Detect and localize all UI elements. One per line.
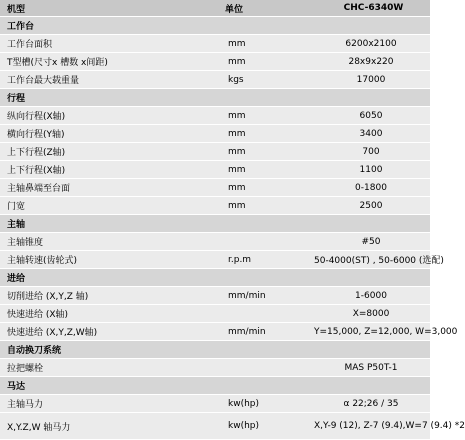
spec-label: 切削进给 (X,Y,Z 轴) [0,287,218,305]
spec-row [0,197,430,215]
spec-row [0,125,430,143]
spec-value: X,Y-9 (12), Z-7 (9.4),W=7 (9.4) *2 [312,413,430,440]
spec-value: 1-6000 [312,287,430,305]
section-header [0,89,430,107]
spec-unit [218,233,312,251]
spec-row [0,323,430,341]
spec-unit [218,305,312,323]
section-header [0,269,430,287]
spec-label: 主轴转速(齿轮式) [0,251,218,269]
spec-label: T型槽(尺寸x 槽数 x间距) [0,53,218,71]
spec-label: X,Y.Z,W 轴马力 [0,413,218,440]
spec-unit: mm/min [218,323,312,341]
spec-row [0,107,430,125]
spec-unit: mm [218,125,312,143]
spec-unit: r.p.m [218,251,312,269]
spec-unit: kw(hp) [218,395,312,413]
spec-row [0,359,430,377]
header-row [0,0,430,17]
spec-label: 上下行程(Z轴) [0,143,218,161]
spec-unit: kgs [218,71,312,89]
spec-label: 快速进给 (X轴) [0,305,218,323]
spec-unit [218,359,312,377]
spec-label: 横向行程(Y轴) [0,125,218,143]
spec-label: 主轴鼻端至台面 [0,179,218,197]
spec-label: 主轴锥度 [0,233,218,251]
spec-value: MAS P50T-1 [312,359,430,377]
spec-label: 拉把螺栓 [0,359,218,377]
spec-row [0,143,430,161]
header-model-label: 机型 [0,0,218,17]
spec-value: X=8000 [312,305,430,323]
spec-label: 主轴马力 [0,395,218,413]
spec-label: 工作台最大载重量 [0,71,218,89]
spec-value: 50-4000(ST) , 50-6000 (选配) [312,251,430,269]
section-header [0,17,430,35]
section-title: 马达 [0,377,430,395]
spec-label: 门宽 [0,197,218,215]
spec-unit: mm [218,107,312,125]
header-model-name: CHC-6340W [312,0,430,17]
spec-row [0,233,430,251]
spec-value: 3400 [312,125,430,143]
section-title: 进给 [0,269,430,287]
spec-value: 2500 [312,197,430,215]
spec-value: Y=15,000, Z=12,000, W=3,000 [312,323,430,341]
spec-unit: mm [218,179,312,197]
spec-row [0,179,430,197]
spec-row [0,71,430,89]
spec-row [0,53,430,71]
spec-unit: mm [218,197,312,215]
spec-row [0,35,430,53]
header-unit-label: 单位 [218,0,312,17]
section-header [0,377,430,395]
spec-value: 6050 [312,107,430,125]
section-title: 自动换刀系统 [0,341,430,359]
spec-value: α 22;26 / 35 [312,395,430,413]
spec-row [0,305,430,323]
spec-unit: kw(hp) [218,413,312,440]
spec-value: #50 [312,233,430,251]
spec-unit: mm/min [218,287,312,305]
section-title: 主轴 [0,215,430,233]
spec-value: 17000 [312,71,430,89]
section-header [0,215,430,233]
spec-row [0,413,430,440]
spec-row [0,287,430,305]
spec-unit: mm [218,161,312,179]
spec-row [0,161,430,179]
spec-unit: mm [218,53,312,71]
spec-label: 纵向行程(X轴) [0,107,218,125]
spec-value: 28x9x220 [312,53,430,71]
spec-label: 工作台面积 [0,35,218,53]
section-title: 行程 [0,89,430,107]
spec-label: 快速进给 (X,Y,Z,W轴) [0,323,218,341]
spec-unit: mm [218,35,312,53]
spec-unit: mm [218,143,312,161]
section-title: 工作台 [0,17,430,35]
spec-value: 700 [312,143,430,161]
spec-row [0,395,430,413]
spec-row [0,251,430,269]
spec-value: 6200x2100 [312,35,430,53]
spec-value: 1100 [312,161,430,179]
spec-label: 上下行程(X轴) [0,161,218,179]
spec-value: 0-1800 [312,179,430,197]
section-header [0,341,430,359]
